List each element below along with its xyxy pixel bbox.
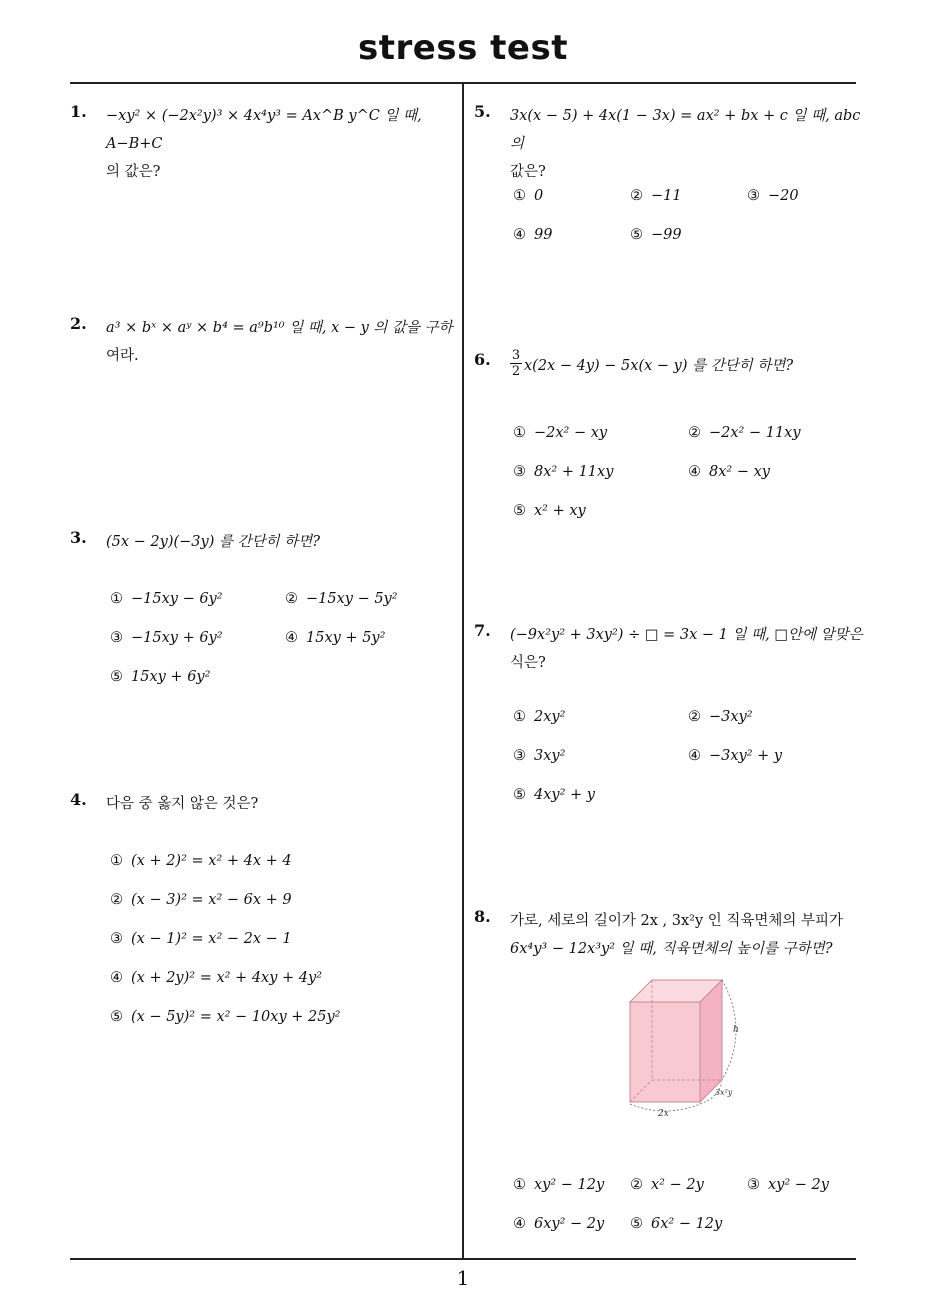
option-3[interactable]: ③ (x − 1)² = x² − 2x − 1: [110, 931, 292, 947]
option-5[interactable]: ⑤ x² + xy: [513, 503, 586, 519]
width-label: 2x: [658, 1109, 669, 1119]
page-title: stress test: [358, 28, 568, 68]
option-4[interactable]: ④ −3xy² + y: [688, 748, 783, 764]
question-text: 3x(x − 5) + 4x(1 − 3x) = ax² + bx + c 일 때, abc 의 값은?: [510, 108, 861, 180]
option-5[interactable]: ⑤ (x − 5y)² = x² − 10xy + 25y²: [110, 1009, 341, 1025]
question-text: 가로, 세로의 길이가 2x , 3x²y 인 직육면체의 부피가 6x⁴y³ − 12x³y² 일 때, 직육면체의 높이를 구하면?: [510, 913, 844, 957]
question-number: 2.: [70, 314, 87, 333]
question-number: 1.: [70, 102, 87, 121]
option-2[interactable]: ② (x − 3)² = x² − 6x + 9: [110, 892, 292, 908]
option-1[interactable]: ① xy² − 12y: [513, 1177, 605, 1193]
option-5[interactable]: ⑤ 4xy² + y: [513, 787, 595, 803]
option-3[interactable]: ③ −20: [747, 188, 799, 204]
option-3[interactable]: ③ −15xy + 6y²: [110, 630, 223, 646]
cuboid-figure: [600, 970, 760, 1130]
option-2[interactable]: ② −15xy − 5y²: [285, 591, 398, 607]
option-4[interactable]: ④ 8x² − xy: [688, 464, 770, 480]
question-text: (−9x²y² + 3xy²) ÷ □ = 3x − 1 일 때, □안에 알맞은 식은?: [510, 627, 863, 671]
question-number: 6.: [474, 350, 491, 369]
question-text: 다음 중 옳지 않은 것은?: [106, 796, 259, 812]
option-5[interactable]: ⑤ −99: [630, 227, 682, 243]
fraction: 3 2: [511, 348, 521, 379]
option-2[interactable]: ② x² − 2y: [630, 1177, 704, 1193]
option-4[interactable]: ④ 15xy + 5y²: [285, 630, 386, 646]
cuboid-front-face: [630, 1002, 700, 1102]
option-4[interactable]: ④ (x + 2y)² = x² + 4xy + 4y²: [110, 970, 323, 986]
column-divider: [462, 83, 464, 1259]
option-1[interactable]: ① (x + 2)² = x² + 4x + 4: [110, 853, 292, 869]
option-3[interactable]: ③ 3xy²: [513, 748, 566, 764]
question-text: x(2x − 4y) − 5x(x − y) 를 간단히 하면?: [524, 358, 794, 374]
question-text: (5x − 2y)(−3y) 를 간단히 하면?: [106, 534, 321, 550]
option-5[interactable]: ⑤ 6x² − 12y: [630, 1216, 723, 1232]
question-number: 3.: [70, 528, 87, 547]
option-2[interactable]: ② −3xy²: [688, 709, 753, 725]
question-text: a³ × bˣ × aʸ × b⁴ = a⁹b¹⁰ 일 때, x − y 의 값을 구하 여라.: [106, 320, 453, 364]
option-1[interactable]: ① −2x² − xy: [513, 425, 608, 441]
depth-label: 3x²y: [715, 1088, 733, 1097]
option-1[interactable]: ① 2xy²: [513, 709, 566, 725]
height-label: h: [733, 1025, 739, 1035]
question-number: 8.: [474, 907, 491, 926]
question-number: 5.: [474, 102, 491, 121]
option-4[interactable]: ④ 6xy² − 2y: [513, 1216, 605, 1232]
option-3[interactable]: ③ 8x² + 11xy: [513, 464, 614, 480]
option-2[interactable]: ② −2x² − 11xy: [688, 425, 801, 441]
option-1[interactable]: ① −15xy − 6y²: [110, 591, 223, 607]
option-4[interactable]: ④ 99: [513, 227, 553, 243]
page-number: 1: [456, 1266, 470, 1290]
option-5[interactable]: ⑤ 15xy + 6y²: [110, 669, 211, 685]
cuboid-side-face: [700, 980, 722, 1102]
question-number: 4.: [70, 790, 87, 809]
option-1[interactable]: ① 0: [513, 188, 544, 204]
question-text: −xy² × (−2x²y)³ × 4x⁴y³ = Ax^B y^C 일 때, A−B+C 의 값은?: [106, 108, 422, 180]
option-3[interactable]: ③ xy² − 2y: [747, 1177, 829, 1193]
question-number: 7.: [474, 621, 491, 640]
option-2[interactable]: ② −11: [630, 188, 682, 204]
bottom-rule: [70, 1258, 856, 1260]
